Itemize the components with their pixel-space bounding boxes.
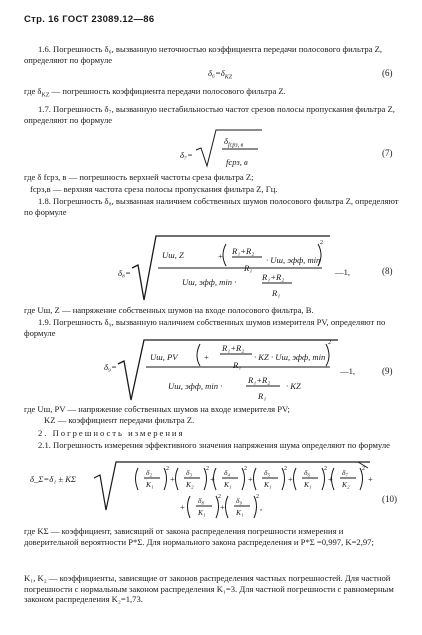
eq9-radical bbox=[118, 340, 338, 400]
eq10-plus-5: + bbox=[328, 474, 333, 484]
equation-6-number: (6) bbox=[382, 68, 393, 78]
eq9-plus: + bbox=[204, 352, 209, 362]
equation-8-den: Uш, эфф, min · bbox=[182, 277, 237, 287]
where-9-a: где Uш, PV — напряжение собственных шумов на входе измерителя PV; bbox=[24, 404, 290, 414]
equation-6-body: δ₆=δ bbox=[208, 68, 225, 78]
eq8-rparen bbox=[318, 244, 321, 266]
eq10-num-6: δ₇ bbox=[342, 468, 349, 477]
where-9-b: KZ — коэффициент передачи фильтра Z. bbox=[44, 415, 195, 425]
eq10-num-2: δ₃ bbox=[186, 468, 193, 477]
eq10-den-3: K₁ bbox=[224, 480, 232, 489]
equation-8-r1: R₁ bbox=[244, 263, 253, 273]
where-7-a: где δ fсрз, в — погрешность верхней частоты среза фильтра Z; bbox=[24, 172, 254, 182]
equation-7-delta: δ bbox=[224, 136, 228, 146]
where-8: где Uш, Z — напряжение собственных шумов на входе полосового фильтра, В. bbox=[24, 305, 314, 315]
equation-8-r1r2: R₁+R₂ bbox=[232, 246, 255, 256]
eq10-plus-8: + bbox=[220, 502, 225, 512]
equation-9-den-r1: R₁ bbox=[258, 391, 267, 401]
eq10-den-1: K₁ bbox=[146, 480, 154, 489]
equation-8-uef: · Uш, эфф, min bbox=[266, 255, 321, 265]
eq10-den-4: K₁ bbox=[264, 480, 272, 489]
equation-9-den-r1r2: R₁+R₂ bbox=[248, 375, 271, 385]
eq10-num-5: δ₆ bbox=[304, 468, 311, 477]
eq7-radical bbox=[196, 130, 262, 166]
eq9-lparen bbox=[197, 344, 200, 366]
eq8-lparen bbox=[223, 244, 226, 266]
equation-9-den: Uш, эфф, min · bbox=[168, 381, 223, 391]
eq10-sq-8: 2 bbox=[256, 494, 259, 500]
eq10-sq-7: 2 bbox=[218, 494, 221, 500]
eq10-lp5 bbox=[294, 468, 297, 490]
eq10-lp8 bbox=[226, 496, 229, 518]
equation-8-minus: —1, bbox=[335, 267, 351, 277]
page-header: Стр. 16 ГОСТ 23089.12—86 bbox=[24, 14, 155, 25]
eq10-den-8: K₁ bbox=[236, 508, 244, 517]
eq10-plus-6: + bbox=[368, 474, 373, 484]
equation-7-denominator: fсрз, в bbox=[226, 157, 248, 167]
eq10-sq-1: 2 bbox=[166, 466, 169, 472]
eq8-sq: 2 bbox=[320, 240, 323, 246]
equation-9-kz: · KZ · Uш, эфф, min bbox=[254, 352, 326, 362]
eq8-plus: + bbox=[218, 251, 223, 261]
equation-6-sub: KZ bbox=[224, 74, 233, 81]
eq10-num-3: δ₄ bbox=[224, 468, 231, 477]
eq10-den-2: K₂ bbox=[186, 480, 194, 489]
eq9-rparen bbox=[326, 344, 329, 366]
eq10-lp4 bbox=[254, 468, 257, 490]
eq10-sq-4: 2 bbox=[284, 466, 287, 472]
equation-9-number: (9) bbox=[382, 366, 393, 376]
equation-8-number: (8) bbox=[382, 266, 393, 276]
eq10-sq-3: 2 bbox=[244, 466, 247, 472]
eq10-lp1 bbox=[136, 468, 139, 490]
equation-8-den-r1: R₁ bbox=[272, 288, 281, 298]
eq10-sq-6: 2 bbox=[362, 466, 365, 472]
where-10-b: K₁, K₂ — коэффициенты, зависящие от законов распределения частных погрешностей. Для частной погрешности с нормальным законом распределения K₁=3. Для частной погрешности с равномерным законом распределения K₂=1,73. bbox=[24, 573, 394, 605]
eq10-den-6: K₂ bbox=[342, 480, 350, 489]
where-10-a: где KΣ — коэффициент, зависящий от закона распределения погрешности измерения и доверительной вероятности P*Σ. Для нормального закона распределения и P*Σ =0,997, K=2,97; bbox=[24, 526, 374, 547]
equation-9-ush: Uш, PV bbox=[150, 352, 178, 362]
section-2-heading: 2. Погрешность измерения bbox=[38, 428, 185, 438]
eq10-num-7: δ₈ bbox=[198, 496, 205, 505]
equation-10-lhs: δ_Σ=δ₁ ± KΣ bbox=[30, 474, 77, 484]
eq10-plus-4: + bbox=[288, 474, 293, 484]
eq10-plus-3: + bbox=[248, 474, 253, 484]
eq10-num-4: δ₅ bbox=[264, 468, 271, 477]
equation-7-delta-sub: fсрз, в bbox=[228, 142, 244, 149]
eq10-comma: , bbox=[260, 502, 263, 512]
where-7-b: fсрз,в — верхняя частота среза полосы пропускания фильтра Z, Гц. bbox=[30, 184, 278, 194]
equation-8-lhs: δ₈= bbox=[118, 268, 131, 278]
equation-10-number: (10) bbox=[382, 494, 397, 504]
eq10-radical bbox=[94, 462, 370, 510]
eq10-sq-5: 2 bbox=[324, 466, 327, 472]
where-6-text: — погрешность коэффициента передачи полосового фильтра Z. bbox=[49, 86, 286, 96]
equation-8-den-r1r2: R₁+R₂ bbox=[262, 272, 285, 282]
section-1-8-text: 1.8. Погрешность δ₈, вызванная наличием собственных шумов полосового фильтра Z, определяют по формуле bbox=[24, 196, 399, 217]
equation-9-lhs: δ₉= bbox=[104, 362, 117, 372]
eq10-lp7 bbox=[188, 496, 191, 518]
equation-7-number: (7) bbox=[382, 148, 393, 158]
equation-9-r1r2: R₁+R₂ bbox=[222, 343, 245, 353]
eq10-den-5: K₁ bbox=[304, 480, 312, 489]
eq10-plus-1: + bbox=[170, 474, 175, 484]
section-1-9-text: 1.9. Погрешность δ₉, вызванную наличием собственных шумов измерителя PV, определяют по формуле bbox=[24, 317, 386, 338]
eq10-sq-2: 2 bbox=[206, 466, 209, 472]
section-1-7-text: 1.7. Погрешность δ₇, вызванную нестабильностью частот срезов полосы пропускания фильтра Z, определяют по формуле bbox=[24, 104, 395, 125]
section-2-1-text: 2.1. Погрешность измерения эффективного значения напряжения шума определяют по формуле bbox=[38, 440, 390, 450]
where-6-sub: KZ bbox=[41, 92, 50, 99]
eq10-plus-2: + bbox=[210, 474, 215, 484]
eq9-sq: 2 bbox=[328, 340, 331, 346]
eq10-plus-7: + bbox=[180, 502, 185, 512]
eq10-num-8: δ₉ bbox=[236, 496, 243, 505]
eq10-den-7: K₁ bbox=[198, 508, 206, 517]
where-6-lead: где δ bbox=[24, 86, 42, 96]
equation-7-lhs: δ₇= bbox=[180, 150, 193, 160]
equation-8-ush: Uш, Z bbox=[162, 250, 184, 260]
section-1-6-text: 1.6. Погрешность δ₆, вызванную неточностью коэффициента передачи полосового фильтра Z, определяют по формуле bbox=[24, 44, 383, 65]
equation-9-den-kz: · KZ bbox=[286, 381, 301, 391]
eq10-lp2 bbox=[176, 468, 179, 490]
equation-9-r1: R₁ bbox=[233, 360, 242, 370]
eq10-num-1: δ₂ bbox=[146, 468, 153, 477]
equation-9-minus: —1, bbox=[340, 366, 356, 376]
